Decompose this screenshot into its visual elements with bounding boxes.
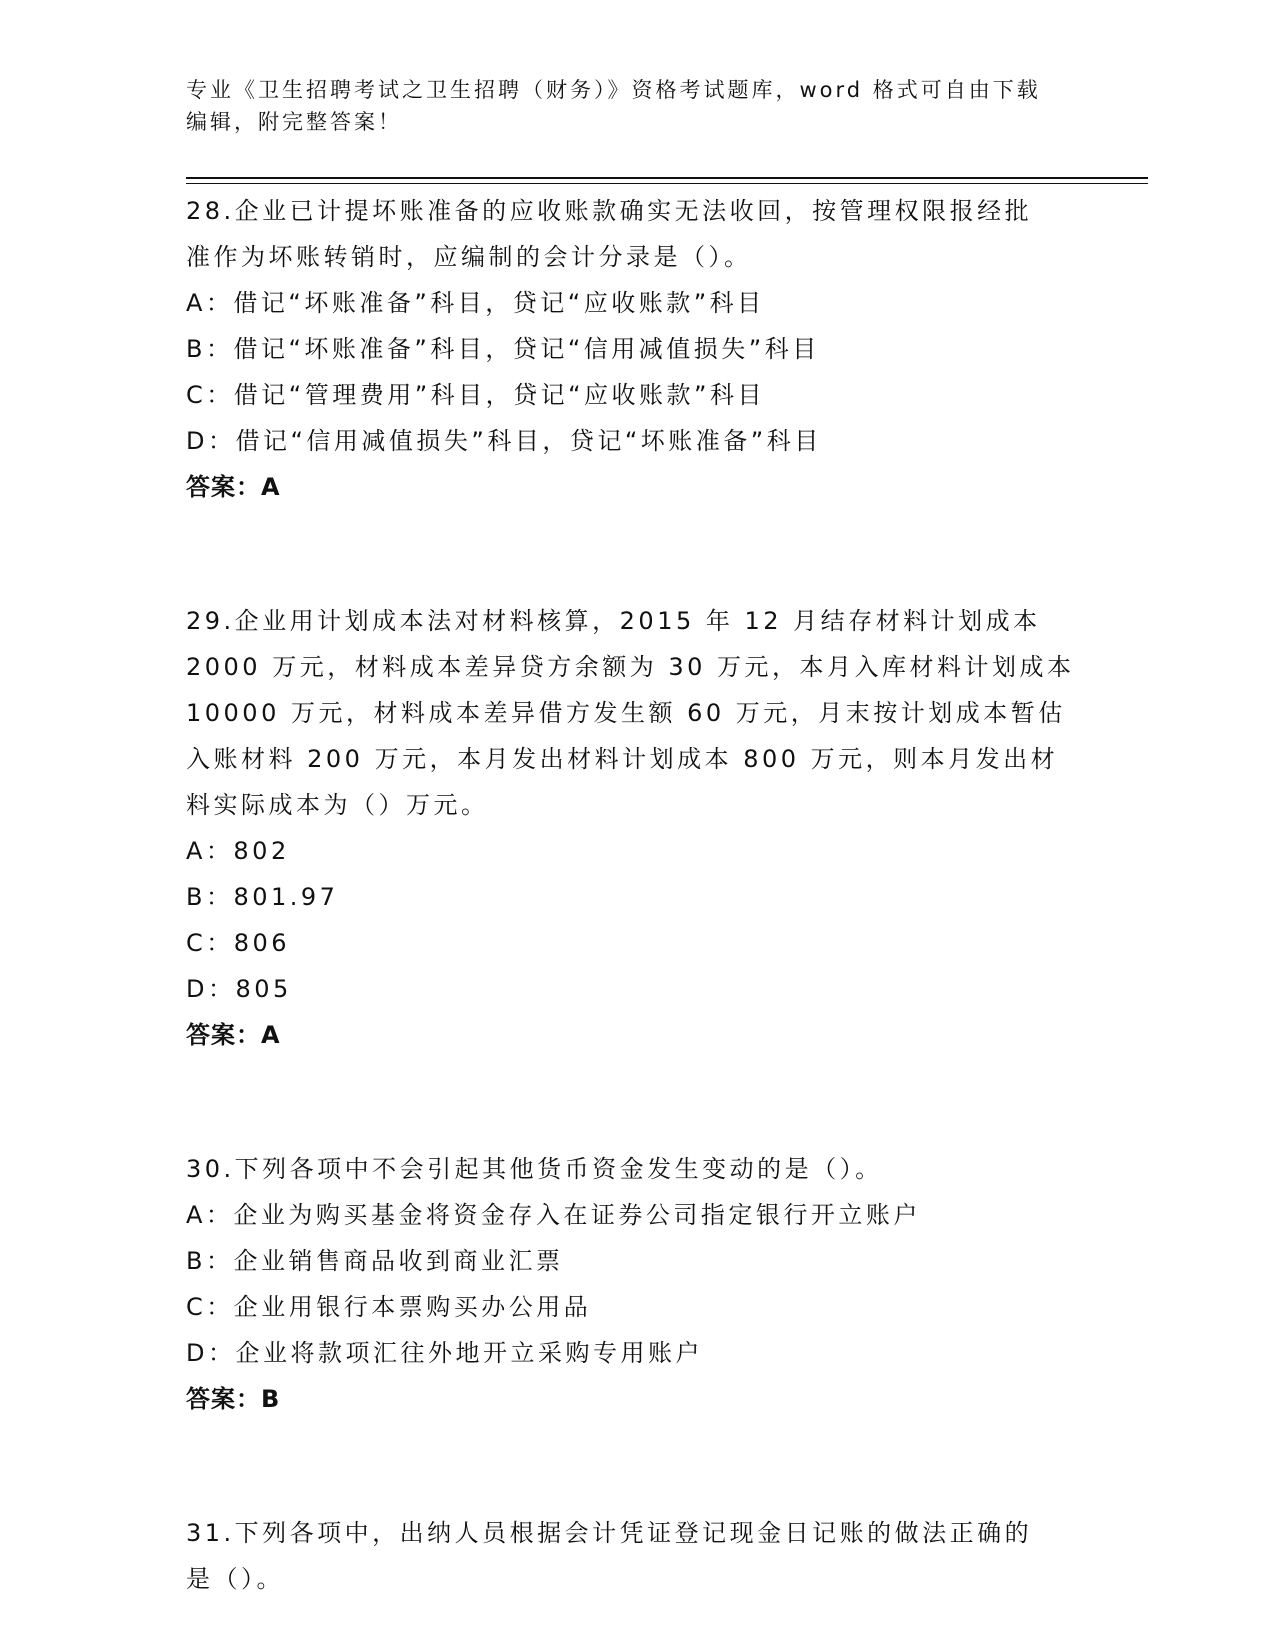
answer-label: 答案：B (186, 1385, 281, 1413)
question-text-line: 2000 万元，材料成本差异贷方余额为 30 万元，本月入库材料计划成本 (186, 653, 1075, 681)
option-b: B：借记“坏账准备”科目，贷记“信用减值损失”科目 (186, 335, 820, 363)
question-text-line: 准作为坏账转销时，应编制的会计分录是（）。 (186, 243, 752, 271)
option-c: C：企业用银行本票购买办公用品 (186, 1293, 592, 1321)
question-28 (186, 188, 1086, 510)
option-a: A：企业为购买基金将资金存入在证券公司指定银行开立账户 (186, 1201, 921, 1229)
question-text-line: 30.下列各项中不会引起其他货币资金发生变动的是（）。 (186, 1155, 883, 1183)
option-b: B：801.97 (186, 883, 339, 911)
question-list (186, 188, 1086, 1602)
header-divider-thick (186, 177, 1148, 179)
question-spacer (186, 510, 1086, 598)
question-30 (186, 1146, 1086, 1422)
question-text-line: 入账材料 200 万元，本月发出材料计划成本 800 万元，则本月发出材 (186, 745, 1059, 773)
option-d: D：企业将款项汇往外地开立采购专用账户 (186, 1339, 703, 1367)
option-a: A：借记“坏账准备”科目，贷记“应收账款”科目 (186, 289, 765, 317)
question-text-line: 10000 万元，材料成本差异借方发生额 60 万元，月末按计划成本暂估 (186, 699, 1066, 727)
option-c: C：806 (186, 929, 291, 957)
option-b: B：企业销售商品收到商业汇票 (186, 1247, 564, 1275)
option-d: D：借记“信用减值损失”科目，贷记“坏账准备”科目 (186, 427, 822, 455)
header-line-2: 编辑，附完整答案！ (186, 110, 402, 134)
question-text-line: 是（）。 (186, 1565, 284, 1593)
answer-label: 答案：A (186, 1021, 281, 1049)
header-divider-thin (186, 183, 1148, 184)
question-text-line: 29.企业用计划成本法对材料核算，2015 年 12 月结存材料计划成本 (186, 607, 1041, 635)
question-text-line: 28.企业已计提坏账准备的应收账款确实无法收回，按管理权限报经批 (186, 197, 1033, 225)
document-header (186, 74, 1086, 138)
option-c: C：借记“管理费用”科目，贷记“应收账款”科目 (186, 381, 765, 409)
question-31 (186, 1510, 1086, 1602)
question-spacer (186, 1422, 1086, 1510)
question-text-line: 料实际成本为（）万元。 (186, 791, 489, 819)
header-line-1: 专业《卫生招聘考试之卫生招聘（财务）》资格考试题库，word 格式可自由下载 (186, 78, 1041, 102)
option-a: A：802 (186, 837, 290, 865)
question-spacer (186, 1058, 1086, 1146)
answer-label: 答案：A (186, 473, 281, 501)
option-d: D：805 (186, 975, 292, 1003)
question-29 (186, 598, 1086, 1058)
question-text-line: 31.下列各项中，出纳人员根据会计凭证登记现金日记账的做法正确的 (186, 1519, 1033, 1547)
